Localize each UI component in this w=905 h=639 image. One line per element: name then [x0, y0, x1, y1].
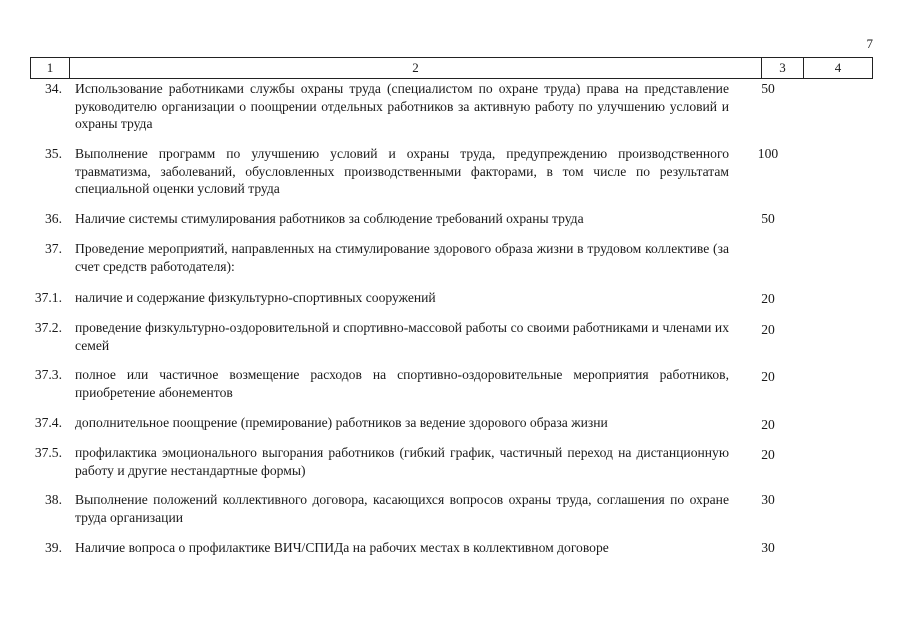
row-number: 35. [45, 146, 62, 161]
row-number: 37.2. [34, 320, 62, 335]
row-text: Выполнение программ по улучшению условий и охраны труда, предупреждению производственного травматизма, заболеваний, обусловленных производственными факторами, в том числе по результатам специальной оценки условий труда [75, 146, 729, 196]
row-number: 38. [45, 492, 62, 507]
row-score: 50 [761, 81, 775, 96]
row-number: 37.1. [34, 290, 62, 305]
row-score: 20 [761, 322, 775, 337]
table-header [30, 57, 873, 79]
row-score: 30 [761, 492, 775, 507]
row-text: Проведение мероприятий, направленных на стимулирование здорового образа жизни в трудовом коллективе (за счет средств работодателя): [75, 241, 729, 274]
page-number: 7 [866, 36, 873, 51]
row-text: дополнительное поощрение (премирование) работников за ведение здорового образа жизни [75, 415, 608, 430]
header-col-3: 3 [762, 58, 804, 78]
row-text: проведение физкультурно-оздоровительной и спортивно-массовой работы со своими работниками и членами их семей [75, 320, 729, 353]
row-text: Использование работниками службы охраны труда (специалистом по охране труда) права на представление руководителю организации о поощрении отдельных работников за активную работу по улучшению условий и охраны труда [75, 81, 729, 131]
header-col-1: 1 [31, 58, 70, 78]
row-score: 20 [761, 369, 775, 384]
row-score: 20 [761, 447, 775, 462]
row-text: Выполнение положений коллективного договора, касающихся вопросов охраны труда, соглашения по охране труда организации [75, 492, 729, 525]
row-number: 36. [45, 211, 62, 226]
row-score: 20 [761, 417, 775, 432]
header-col-2: 2 [70, 58, 762, 78]
row-text: наличие и содержание физкультурно-спортивных сооружений [75, 290, 436, 305]
row-number: 37.3. [34, 367, 62, 382]
row-text: профилактика эмоционального выгорания работников (гибкий график, частичный переход на дистанционную работу и другие нестандартные формы) [75, 445, 729, 478]
header-col-4: 4 [834, 60, 842, 75]
row-number: 37.4. [34, 415, 62, 430]
row-number: 37. [45, 241, 62, 256]
row-text: полное или частичное возмещение расходов на спортивно-оздоровительные мероприятия работников, приобретение абонементов [75, 367, 729, 400]
row-score: 20 [761, 291, 775, 306]
row-score: 100 [757, 146, 779, 161]
row-text: Наличие системы стимулирования работников за соблюдение требований охраны труда [75, 211, 584, 226]
row-text: Наличие вопроса о профилактике ВИЧ/СПИДа на рабочих местах в коллективном договоре [75, 540, 609, 555]
row-score: 50 [761, 211, 775, 226]
row-number: 37.5. [34, 445, 62, 460]
row-number: 39. [45, 540, 62, 555]
row-number: 34. [45, 81, 62, 96]
row-score: 30 [761, 540, 775, 555]
